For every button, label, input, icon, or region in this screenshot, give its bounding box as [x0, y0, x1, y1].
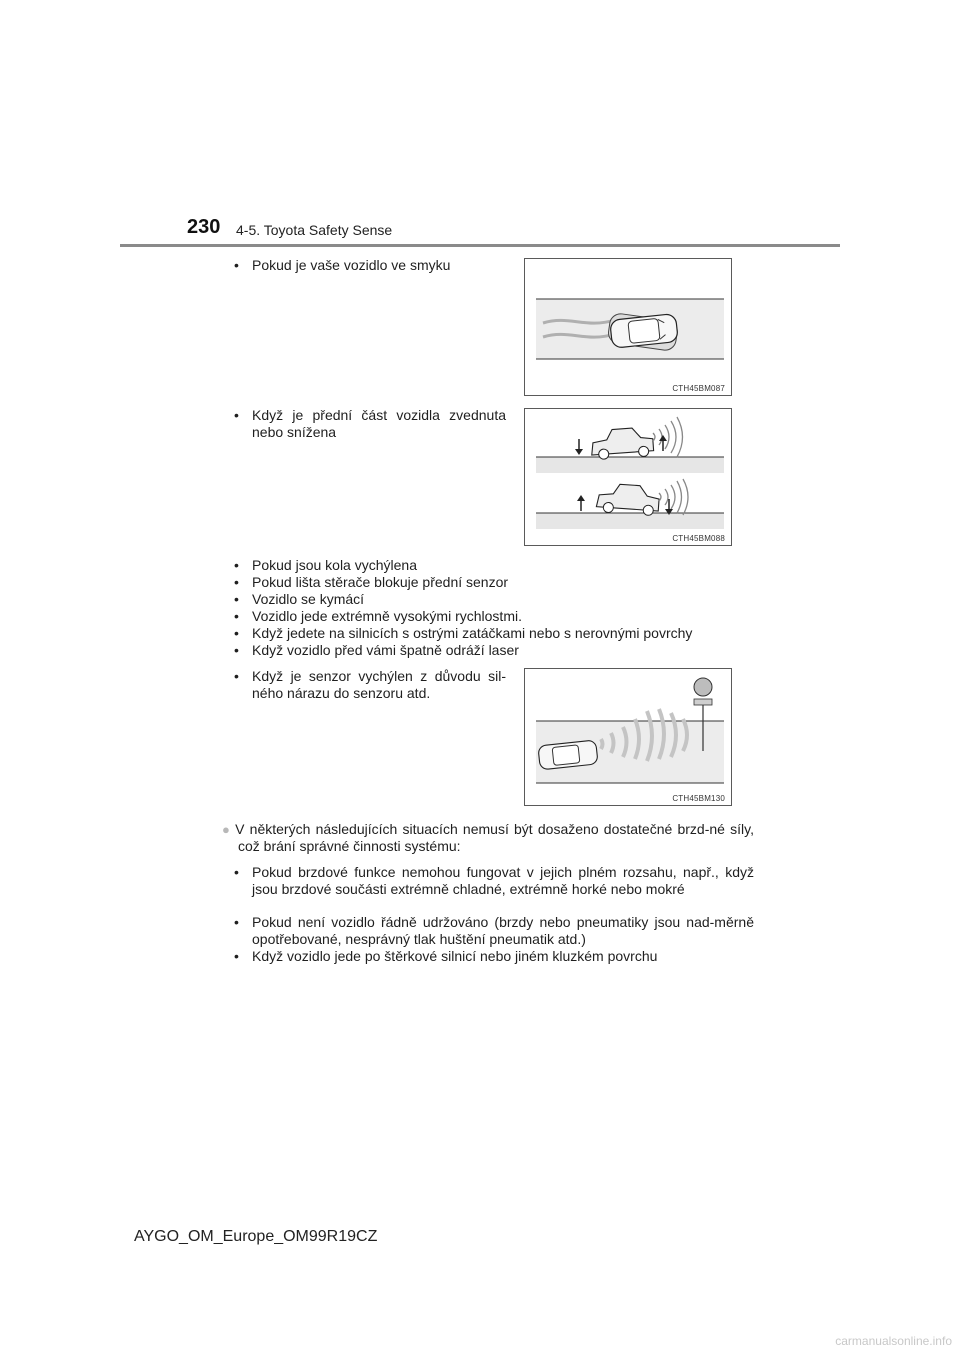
bullet-glyph: •: [234, 257, 239, 273]
list-item-text: Když vozidlo před vámi špatně odráží laser: [252, 642, 519, 658]
bullet-text: Když je senzor vychýlen z důvodu sil-ného nárazu do senzoru atd.: [252, 668, 506, 701]
figure-sensor-tilted: [524, 668, 732, 806]
figure-code: CTH45BM130: [672, 794, 725, 803]
list-item: [234, 642, 754, 659]
bullet-glyph: •: [234, 948, 239, 964]
list-item-text: Pokud není vozidlo řádně udržováno (brzdy nebo pneumatiky jsou nad-měrně opotřebované, nesprávný tlak huštění pneumatik atd.): [252, 914, 754, 947]
watermark: carmanualsonline.info: [835, 1334, 952, 1348]
list-item: [234, 625, 764, 642]
bullet-skid: [234, 257, 514, 274]
sensor-tilted-illustration: [525, 669, 731, 805]
list-item-text: Vozidlo jede extrémně vysokými rychlostmi.: [252, 608, 522, 624]
list-item: [234, 948, 754, 965]
list-item: [234, 864, 754, 898]
footer-document-code: AYGO_OM_Europe_OM99R19CZ: [134, 1228, 378, 1245]
bullet-front-raised: [234, 407, 506, 441]
list-item: [234, 914, 754, 948]
list-item: [234, 574, 754, 591]
bullet-glyph: •: [234, 574, 239, 590]
bullet-sensor-tilted: [234, 668, 506, 702]
brake-intro-text: V některých následujících situacích nemusí být dosaženo dostatečné brzd-né síly, což brání správné činnosti systému:: [235, 821, 754, 854]
list-item-text: Pokud jsou kola vychýlena: [252, 557, 417, 573]
figure-front-raised: [524, 408, 732, 546]
list-item-text: Pokud brzdové funkce nemohou fungovat v jejich plném rozsahu, např., když jsou brzdové součásti extrémně chladné, extrémně horké nebo mokré: [252, 864, 754, 897]
list-item: [234, 608, 754, 625]
bullet-glyph: •: [234, 407, 239, 423]
bullet-text: Pokud je vaše vozidlo ve smyku: [252, 257, 451, 273]
bullet-glyph: •: [234, 864, 239, 880]
list-item-text: Vozidlo se kymácí: [252, 591, 365, 607]
bullet-glyph: •: [234, 668, 239, 684]
page-number: 230: [187, 216, 221, 238]
list-item-text: Když jedete na silnicích s ostrými zatáčkami nebo s nerovnými povrchy: [252, 625, 693, 641]
section-title: 4-5. Toyota Safety Sense: [236, 222, 393, 238]
front-raised-illustration: [525, 409, 731, 545]
list-item: [234, 557, 754, 574]
figure-code: CTH45BM087: [672, 384, 725, 393]
skid-illustration: [525, 259, 731, 395]
bullet-glyph: •: [234, 642, 239, 658]
figure-skid: [524, 258, 732, 396]
list-item: [234, 591, 754, 608]
figure-code: CTH45BM088: [672, 534, 725, 543]
circle-bullet-icon: ●: [222, 822, 232, 837]
bullet-text: Když je přední část vozidla zvednuta nebo snížena: [252, 407, 506, 440]
list-item-text: Když vozidlo jede po štěrkové silnicí nebo jiném kluzkém povrchu: [252, 948, 658, 964]
bullet-glyph: •: [234, 914, 239, 930]
brake-intro-paragraph: [222, 821, 754, 855]
bullet-glyph: •: [234, 591, 239, 607]
list-item-text: Pokud lišta stěrače blokuje přední senzor: [252, 574, 509, 590]
bullet-glyph: •: [234, 557, 239, 573]
bullet-glyph: •: [234, 608, 239, 624]
bullet-glyph: •: [234, 625, 239, 641]
header-rule: [120, 244, 840, 247]
